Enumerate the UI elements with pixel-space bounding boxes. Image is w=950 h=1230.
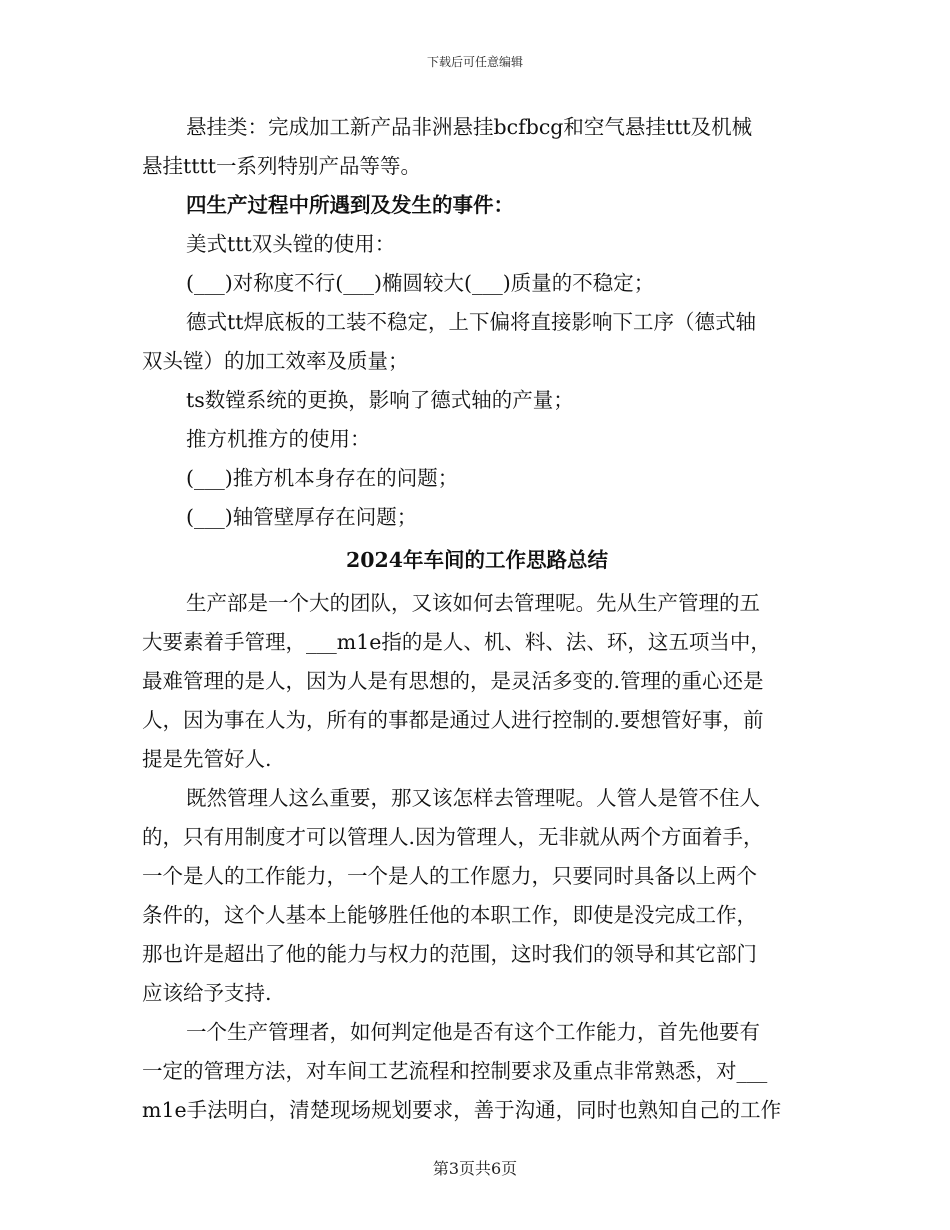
article-title: 2024年车间的工作思路总结 [345,548,609,572]
page-header: 下载后可任意编辑 [426,55,523,69]
paragraph-line: 悬挂类：完成加工新产品非洲悬挂bcfbcg和空气悬挂ttt及机械 [186,115,753,139]
paragraph-line: 双头镗）的加工效率及质量； [142,349,409,373]
document-body [142,108,812,1130]
paragraph-line: 那也许是超出了他的能力与权力的范围，这时我们的领导和其它部门 [142,942,757,966]
paragraph-line: 提是先管好人. [142,747,272,771]
paragraph-line: 最难管理的是人，因为人是有思想的，是灵活多变的.管理的重心还是 [142,669,764,693]
paragraph-line: 生产部是一个大的团队，又该如何去管理呢。先从生产管理的五 [186,591,760,615]
section-heading: 四生产过程中所遇到及发生的事件： [186,193,514,217]
paragraph-line: m1e手法明白，清楚现场规划要求，善于沟通，同时也熟知自己的工作 [142,1098,782,1122]
list-item: ts数镗系统的更换，影响了德式轴的产量； [186,388,574,412]
paragraph-line: 一个生产管理者，如何判定他是否有这个工作能力，首先他要有 [186,1020,760,1044]
list-item: (___)轴管壁厚存在问题； [186,505,418,529]
paragraph-line: 德式tt焊底板的工装不稳定，上下偏将直接影响下工序（德式轴 [186,310,756,334]
page-footer: 第3页共6页 [432,1159,518,1178]
list-item: (___)对称度不行(___)椭圆较大(___)质量的不稳定； [186,271,655,295]
paragraph-line: 既然管理人这么重要，那又该怎样去管理呢。人管人是管不住人 [186,786,760,810]
list-item: 推方机推方的使用： [186,427,371,451]
list-item: 美式ttt双头镗的使用： [186,232,396,256]
paragraph-line: 的，只有用制度才可以管理人.因为管理人，无非就从两个方面着手， [142,825,764,849]
paragraph-line: 条件的，这个人基本上能够胜任他的本职工作，即使是没完成工作， [142,903,757,927]
paragraph-line: 一定的管理方法，对车间工艺流程和控制要求及重点非常熟悉，对___ [142,1059,768,1083]
paragraph-line: 一个是人的工作能力，一个是人的工作愿力，只要同时具备以上两个 [142,864,757,888]
paragraph-line: 大要素着手管理，___m1e指的是人、机、料、法、环，这五项当中， [142,630,771,654]
paragraph-line: 悬挂tttt一系列特别产品等等。 [142,154,421,178]
paragraph-line: 人，因为事在人为，所有的事都是通过人进行控制的.要想管好事，前 [142,708,764,732]
list-item: (___)推方机本身存在的问题； [186,466,459,490]
paragraph-line: 应该给予支持. [142,981,272,1005]
